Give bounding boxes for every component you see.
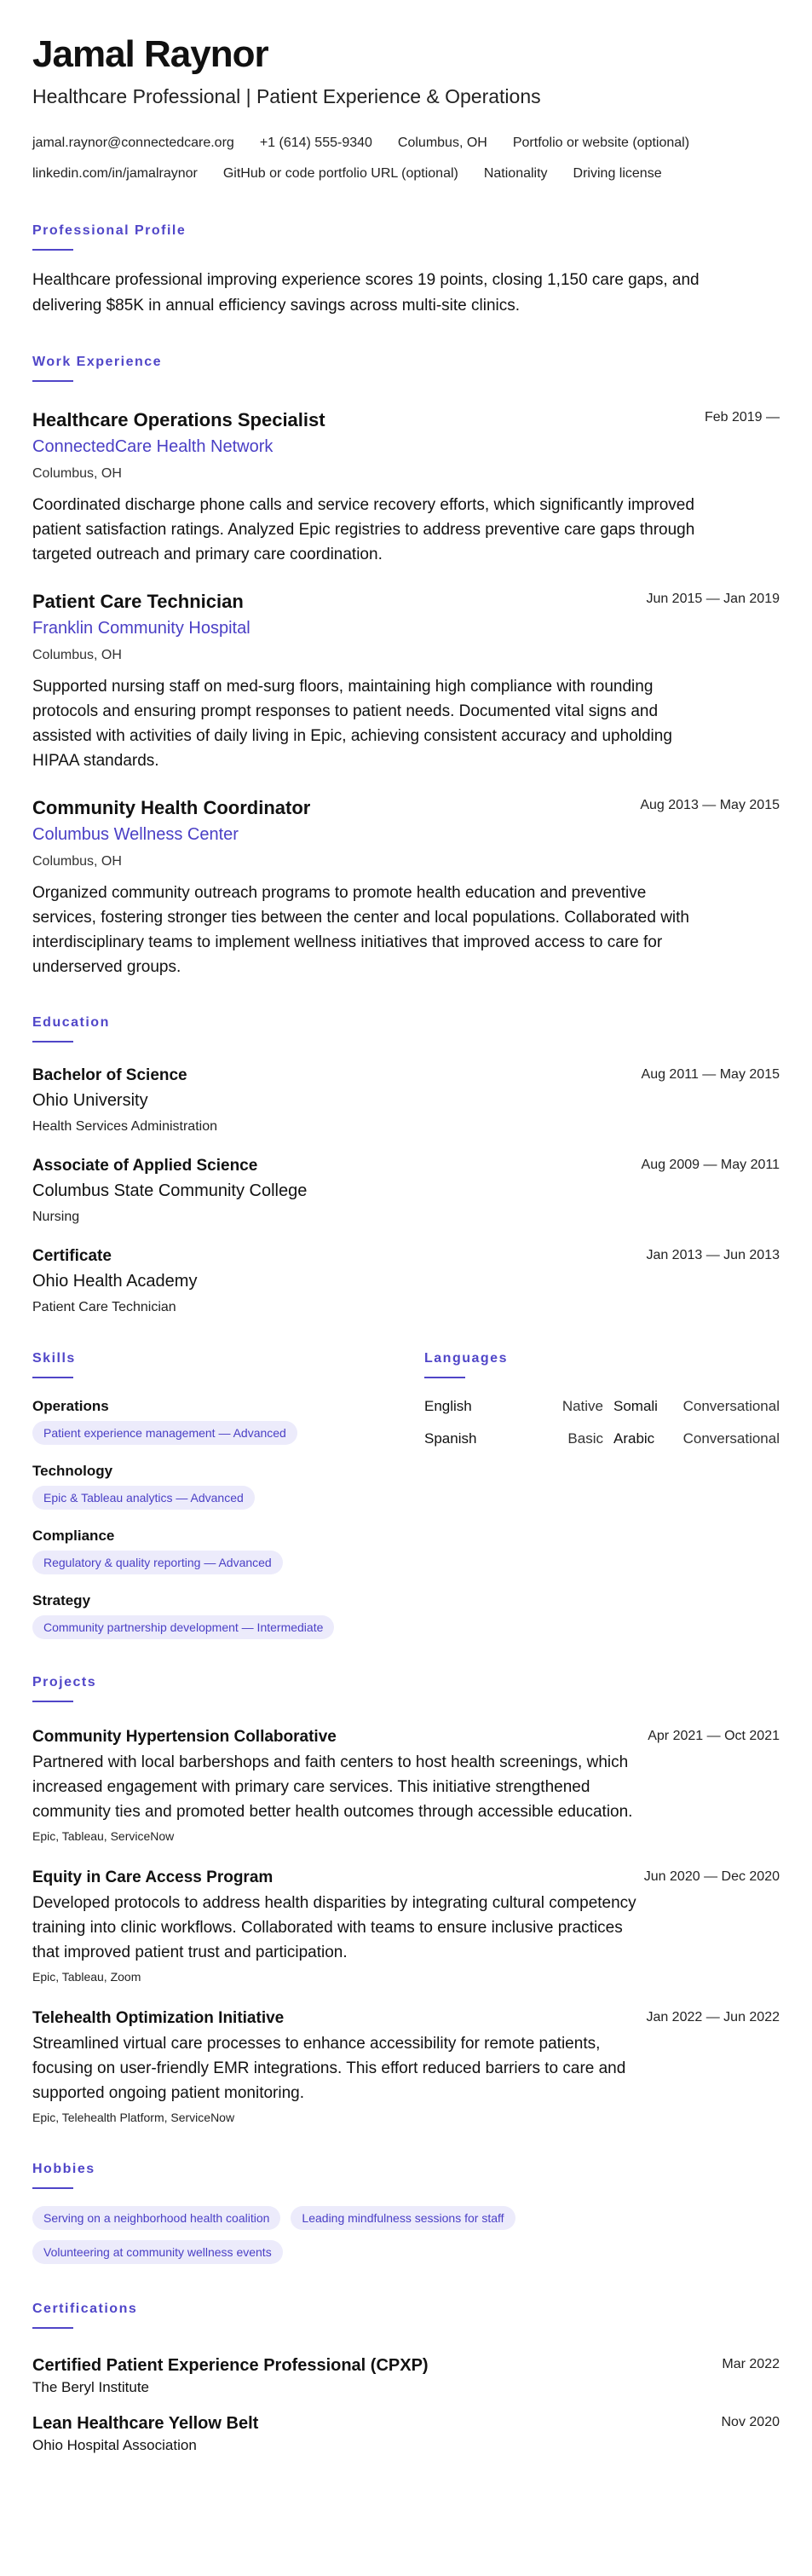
hobby-pill: Volunteering at community wellness events — [32, 2240, 283, 2264]
job-description: Coordinated discharge phone calls and service recovery efforts, which significantly improved patient satisfaction ratings. Analyzed Epic registries to address preventive care gaps through targeted outreach and primary care coordination. — [32, 496, 695, 563]
skill-pill: Patient experience management — Advanced — [32, 1421, 297, 1445]
education-degree: Certificate — [32, 1247, 112, 1265]
project-description: Partnered with local barbershops and faith centers to host health screenings, which increased engagement with primary care services. This initiative strengthened community ties and promoted better health outcomes through accessible education. — [32, 1753, 633, 1821]
contact-linkedin[interactable]: linkedin.com/in/jamalraynor — [32, 166, 198, 181]
education-entry — [32, 1065, 780, 1136]
experience-section — [32, 353, 780, 979]
education-degree: Associate of Applied Science — [32, 1157, 258, 1175]
section-title: Professional Profile — [32, 223, 187, 238]
certification-entry — [32, 2412, 780, 2455]
job-dates: Feb 2019 — — [704, 410, 780, 425]
project-dates: Jun 2020 — Dec 2020 — [643, 1869, 780, 1884]
project-dates: Jan 2022 — Jun 2022 — [646, 2010, 780, 2024]
language-name: English — [424, 1398, 472, 1414]
job-company: Franklin Community Hospital — [32, 619, 251, 638]
headline: Healthcare Professional | Patient Experience & Operations — [32, 85, 541, 107]
language-name: Arabic — [613, 1430, 655, 1447]
section-title: Certifications — [32, 2302, 138, 2316]
language-name: Spanish — [424, 1430, 477, 1447]
language-level: Native — [561, 1398, 603, 1414]
language-level: Basic — [567, 1430, 603, 1447]
project-title: Community Hypertension Collaborative — [32, 1728, 337, 1746]
skill-category: Strategy — [32, 1592, 91, 1609]
contact-info — [32, 128, 799, 189]
project-entry — [32, 1867, 780, 1985]
project-tech: Epic, Tableau, ServiceNow — [32, 1829, 175, 1843]
language-name: Somali — [613, 1398, 658, 1414]
job-description: Supported nursing staff on med-surg floors, maintaining high compliance with rounding protocols and ensuring prompt responses to patient needs. Documented vital signs and assisted with activities of daily living in Epic, achieving consistent accuracy and upholding HIPAA standards. — [32, 678, 672, 770]
section-divider — [32, 1041, 73, 1043]
section-divider — [32, 380, 73, 382]
projects-section — [32, 1673, 780, 2126]
skill-category: Operations — [32, 1398, 109, 1414]
skill-category: Compliance — [32, 1528, 115, 1544]
job-location: Columbus, OH — [32, 466, 122, 481]
education-entry — [32, 1245, 780, 1317]
hobby-list — [32, 2206, 646, 2274]
skill-group — [32, 1397, 424, 1445]
section-divider — [32, 2327, 73, 2329]
certification-name: Certified Patient Experience Professional (CPXP) — [32, 2356, 429, 2375]
hobby-pill: Leading mindfulness sessions for staff — [291, 2206, 515, 2230]
section-divider — [32, 1377, 73, 1378]
skill-group — [32, 1527, 424, 1574]
project-tech: Epic, Telehealth Platform, ServiceNow — [32, 2111, 235, 2124]
language-row — [424, 1397, 780, 1416]
profile-summary: Healthcare professional improving experience scores 19 points, closing 1,150 care gaps, and delivering $85K in annual efficiency savings across multi-site clinics. — [32, 271, 700, 315]
education-school: Columbus State Community College — [32, 1181, 308, 1200]
skills-languages-row — [32, 1349, 780, 1639]
education-dates: Aug 2011 — May 2015 — [641, 1067, 780, 1082]
profile-section — [32, 222, 780, 319]
section-divider — [32, 2187, 73, 2189]
language-level: Conversational — [682, 1398, 780, 1414]
section-divider — [32, 249, 73, 251]
certification-date: Mar 2022 — [722, 2357, 780, 2371]
skill-group — [32, 1591, 424, 1639]
education-school: Ohio University — [32, 1091, 148, 1110]
skill-group — [32, 1462, 424, 1510]
job-company: ConnectedCare Health Network — [32, 437, 274, 456]
project-dates: Apr 2021 — Oct 2021 — [648, 1729, 780, 1743]
job-dates: Aug 2013 — May 2015 — [640, 798, 780, 812]
education-school: Ohio Health Academy — [32, 1272, 198, 1291]
section-title: Languages — [424, 1351, 508, 1366]
language-level: Conversational — [682, 1430, 780, 1447]
job-entry — [32, 795, 780, 979]
contact-portfolio[interactable]: Portfolio or website (optional) — [512, 136, 690, 150]
certification-date: Nov 2020 — [721, 2415, 780, 2429]
education-section — [32, 1014, 780, 1317]
skills-section — [32, 1349, 424, 1639]
skill-pill: Regulatory & quality reporting — Advanced — [32, 1551, 283, 1574]
certifications-section — [32, 2300, 780, 2455]
resume-header — [32, 32, 780, 189]
certification-issuer: The Beryl Institute — [32, 2379, 150, 2395]
job-company: Columbus Wellness Center — [32, 825, 239, 844]
certification-issuer: Ohio Hospital Association — [32, 2437, 197, 2453]
job-title: Community Health Coordinator — [32, 797, 311, 818]
section-title: Hobbies — [32, 2162, 95, 2176]
languages-section — [424, 1349, 780, 1639]
education-field: Nursing — [32, 1210, 80, 1224]
project-tech: Epic, Tableau, Zoom — [32, 1970, 141, 1984]
section-divider — [424, 1377, 465, 1378]
skill-pill: Epic & Tableau analytics — Advanced — [32, 1486, 255, 1510]
project-title: Equity in Care Access Program — [32, 1868, 274, 1886]
education-dates: Jan 2013 — Jun 2013 — [646, 1248, 780, 1262]
job-description: Organized community outreach programs to promote health education and preventive services, fostering stronger ties between the center and local populations. Collaborated with interdisciplinary teams to implement wellness initiatives that improved access to care for underserved groups. — [32, 884, 689, 976]
contact-driving-license: Driving license — [573, 166, 662, 181]
project-description: Streamlined virtual care processes to enhance accessibility for remote patients, focusing on user-friendly EMR integrations. This effort reduced barriers to care and supported ongoing patient monitoring. — [32, 2035, 626, 2102]
job-location: Columbus, OH — [32, 648, 122, 662]
education-field: Health Services Administration — [32, 1119, 217, 1134]
project-entry — [32, 1726, 780, 1845]
section-title: Education — [32, 1015, 110, 1030]
section-title: Skills — [32, 1351, 76, 1366]
language-row — [424, 1430, 780, 1448]
education-dates: Aug 2009 — May 2011 — [641, 1158, 780, 1172]
education-field: Patient Care Technician — [32, 1300, 176, 1314]
skill-pill: Community partnership development — Intermediate — [32, 1615, 334, 1639]
hobby-pill: Serving on a neighborhood health coalition — [32, 2206, 280, 2230]
contact-github[interactable]: GitHub or code portfolio URL (optional) — [222, 166, 458, 181]
contact-phone[interactable]: +1 (614) 555-9340 — [259, 136, 372, 150]
job-dates: Jun 2015 — Jan 2019 — [646, 592, 780, 606]
contact-location: Columbus, OH — [397, 136, 487, 150]
education-entry — [32, 1155, 780, 1227]
contact-nationality: Nationality — [483, 166, 548, 181]
section-divider — [32, 1701, 73, 1702]
skill-category: Technology — [32, 1463, 113, 1479]
job-location: Columbus, OH — [32, 854, 122, 869]
job-title: Healthcare Operations Specialist — [32, 409, 325, 430]
job-entry — [32, 589, 780, 773]
project-title: Telehealth Optimization Initiative — [32, 2009, 285, 2027]
job-title: Patient Care Technician — [32, 591, 244, 612]
project-entry — [32, 2007, 780, 2126]
job-entry — [32, 407, 780, 567]
certification-entry — [32, 2354, 780, 2397]
candidate-name: Jamal Raynor — [32, 33, 268, 75]
section-title: Projects — [32, 1675, 97, 1689]
certification-name: Lean Healthcare Yellow Belt — [32, 2414, 259, 2433]
hobbies-section — [32, 2160, 780, 2274]
contact-email[interactable]: jamal.raynor@connectedcare.org — [32, 136, 234, 150]
education-degree: Bachelor of Science — [32, 1066, 187, 1084]
section-title: Work Experience — [32, 355, 163, 369]
project-description: Developed protocols to address health disparities by integrating cultural competency training into clinic workflows. Collaborated with teams to ensure inclusive practices that improved patient trust and participation. — [32, 1894, 636, 1961]
